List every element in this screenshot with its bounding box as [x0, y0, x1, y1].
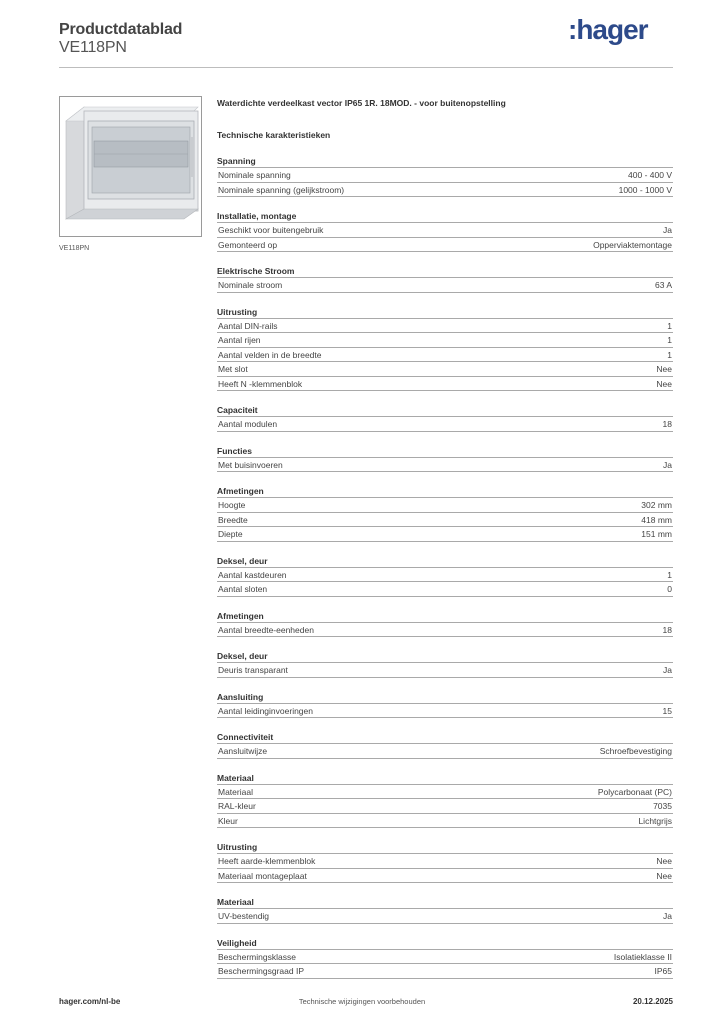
spec-row: [217, 663, 673, 678]
spec-label: Materiaal: [218, 786, 253, 797]
spec-label: Aantal rijen: [218, 335, 261, 345]
spec-row: [217, 869, 673, 884]
spec-value: 18: [662, 624, 672, 635]
spec-row: [217, 377, 673, 392]
spec-sections: [217, 155, 673, 979]
section-title: Aansluiting: [217, 691, 673, 704]
spec-value: Nee: [656, 378, 672, 389]
spec-row: [217, 527, 673, 542]
spec-value: 302 mm: [641, 500, 672, 510]
hager-logo: :hager: [568, 14, 648, 45]
spec-label: Materiaal montageplaat: [218, 870, 307, 881]
spec-section: [217, 650, 673, 678]
spec-row: [217, 582, 673, 597]
spec-value: 63 A: [654, 280, 672, 290]
spec-section: [217, 485, 673, 542]
spec-section: [217, 937, 673, 979]
spec-section: [217, 155, 673, 197]
spec-row: [217, 319, 673, 334]
spec-value: 151 mm: [641, 529, 672, 539]
spec-row: [217, 362, 673, 377]
spec-row: [217, 183, 673, 198]
spec-label: Heeft N -klemmenblok: [218, 378, 303, 389]
section-title: Deksel, deur: [217, 555, 673, 568]
product-description: Waterdichte verdeelkast vector IP65 1R. 18MOD. - voor buitenopstelling: [217, 98, 506, 108]
spec-value: 15: [662, 705, 672, 716]
spec-section: [217, 896, 673, 924]
product-image: [59, 96, 202, 237]
section-title: Connectiviteit: [217, 731, 673, 744]
footer-date: 20.12.2025: [632, 997, 673, 1006]
spec-label: Diepte: [218, 529, 243, 539]
spec-label: Aantal velden in de breedte: [218, 349, 322, 360]
spec-row: [217, 854, 673, 869]
spec-label: Heeft aarde-klemmenblok: [218, 856, 316, 866]
spec-value: Isolatieklasse II: [613, 951, 672, 962]
spec-label: Geschikt voor buitengebruik: [218, 225, 324, 235]
spec-value: 1000 - 1000 V: [618, 184, 672, 195]
spec-row: [217, 348, 673, 363]
spec-panel: [217, 97, 673, 979]
section-title: Spanning: [217, 155, 673, 168]
spec-row: [217, 964, 673, 979]
spec-label: Aantal sloten: [218, 584, 268, 594]
spec-row: [217, 814, 673, 829]
spec-value: 18: [662, 419, 672, 429]
spec-value: 1: [667, 320, 672, 331]
section-title: Uitrusting: [217, 306, 673, 319]
spec-value: Schroefbevestiging: [599, 746, 672, 756]
spec-label: Deuris transparant: [218, 665, 288, 675]
section-title: Afmetingen: [217, 485, 673, 498]
section-title: Capaciteit: [217, 404, 673, 417]
section-title: Functies: [217, 445, 673, 458]
spec-label: Nominale spanning (gelijkstroom): [218, 184, 345, 195]
spec-section: [217, 772, 673, 829]
section-title: Materiaal: [217, 772, 673, 785]
spec-value: Ja: [663, 911, 672, 921]
spec-row: [217, 785, 673, 800]
spec-label: Aantal kastdeuren: [218, 569, 287, 580]
spec-section: [217, 306, 673, 392]
spec-value: Polycarbonaat (PC): [597, 786, 672, 797]
spec-label: UV-bestendig: [218, 911, 270, 921]
spec-value: Ja: [663, 665, 672, 675]
section-title: Afmetingen: [217, 610, 673, 623]
spec-row: [217, 744, 673, 759]
footer-website[interactable]: hager.com/nl-be: [59, 997, 121, 1006]
spec-section: [217, 265, 673, 293]
section-title: Deksel, deur: [217, 650, 673, 663]
spec-row: [217, 799, 673, 814]
spec-label: Aansluitwijze: [218, 746, 268, 756]
spec-label: Met slot: [218, 364, 248, 374]
spec-section: [217, 691, 673, 719]
spec-row: [217, 458, 673, 473]
spec-label: Beschermingsklasse: [218, 951, 296, 962]
spec-section: [217, 210, 673, 252]
spec-row: [217, 568, 673, 583]
spec-label: Breedte: [218, 514, 248, 525]
spec-value: Ja: [663, 225, 672, 235]
spec-value: 400 - 400 V: [628, 170, 672, 180]
spec-section: [217, 610, 673, 638]
spec-section: [217, 404, 673, 432]
spec-label: Aantal DIN-rails: [218, 320, 278, 331]
spec-label: RAL-kleur: [218, 801, 256, 811]
spec-label: Aantal breedte-eenheden: [218, 624, 314, 635]
spec-section: [217, 445, 673, 473]
spec-value: Ja: [663, 459, 672, 470]
spec-section: [217, 731, 673, 759]
spec-value: Nee: [656, 870, 672, 881]
product-image-caption: VE118PN: [59, 245, 90, 252]
spec-value: 7035: [653, 801, 672, 811]
spec-value: 418 mm: [641, 514, 672, 525]
spec-label: Nominale spanning: [218, 170, 291, 180]
spec-label: Hoogte: [218, 500, 246, 510]
spec-value: Nee: [656, 856, 672, 866]
spec-label: Nominale stroom: [218, 280, 283, 290]
header-divider: [59, 67, 673, 68]
spec-row: [217, 223, 673, 238]
section-title: Materiaal: [217, 896, 673, 909]
spec-value: Opperviaktemontage: [593, 239, 672, 250]
spec-row: [217, 909, 673, 924]
section-title: Installatie, montage: [217, 210, 673, 223]
spec-label: Met buisinvoeren: [218, 459, 283, 470]
document-title: Productdatablad: [59, 21, 183, 38]
spec-section: [217, 841, 673, 883]
spec-label: Aantal leidinginvoeringen: [218, 705, 313, 716]
spec-value: Nee: [656, 364, 672, 374]
spec-label: Gemonteerd op: [218, 239, 278, 250]
spec-value: 1: [667, 335, 672, 345]
spec-value: 0: [667, 584, 672, 594]
spec-row: [217, 704, 673, 719]
spec-row: [217, 417, 673, 432]
spec-value: 1: [667, 349, 672, 360]
spec-label: Kleur: [218, 815, 238, 826]
section-title: Elektrische Stroom: [217, 265, 673, 278]
spec-value: Lichtgrijs: [638, 815, 672, 826]
tech-heading: Technische karakteristieken: [217, 130, 331, 140]
spec-row: [217, 333, 673, 348]
spec-row: [217, 168, 673, 183]
spec-row: [217, 950, 673, 965]
spec-row: [217, 278, 673, 293]
spec-value: IP65: [654, 966, 672, 976]
spec-row: [217, 498, 673, 513]
spec-row: [217, 623, 673, 638]
section-title: Uitrusting: [217, 841, 673, 854]
spec-label: Beschermingsgraad IP: [218, 966, 304, 976]
footer-notice: Technische wijzigingen voorbehouden: [298, 997, 426, 1006]
spec-value: 1: [667, 569, 672, 580]
spec-row: [217, 513, 673, 528]
spec-section: [217, 555, 673, 597]
section-title: Veiligheid: [217, 937, 673, 950]
spec-row: [217, 238, 673, 253]
spec-label: Aantal modulen: [218, 419, 278, 429]
distribution-box-illustration: [60, 97, 202, 237]
product-code: VE118PN: [59, 39, 127, 56]
